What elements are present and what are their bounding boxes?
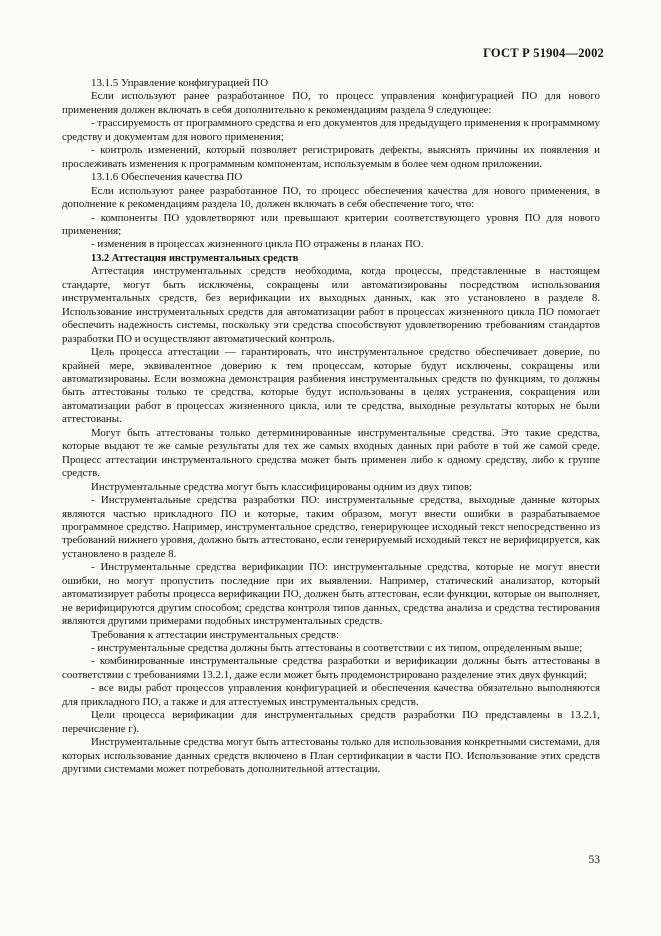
paragraph: Требования к аттестации инструментальных средств: xyxy=(91,628,340,641)
subsection-heading: 13.1.6 Обеспечения качества ПО xyxy=(91,171,243,184)
paragraph: Аттестация инструментальных средств необходима, когда процессы, представленные в настоящем стандарте, могут быть исключены, сокращены или автоматизированы посредством использования инструментальных средств, без верификации их выходных данных, как это установлено в разделе 8. Использование инструментальных средств для автоматизации работ в процессах жизненного цикла ПО помогает обеспечить надежность системы, поскольку эти средства способствуют удовлетворению требованиям стандартов разработки ПО и осуществляют автоматический контроль. xyxy=(62,265,600,345)
list-item: - Инструментальные средства верификации ПО: инструментальные средства, которые не могут внести ошибки, но могут пропустить последние при их выявлении. Например, статический анализатор, который автоматизирует работы процесса верификации ПО, должен быть аттестован, если функции, которые он выполняет, не верифицируются другим способом; средства контроля типов данных, средства анализа и средства тестирования являются другими примерами подобных инструментальных средств. xyxy=(62,561,600,628)
list-item: - комбинированные инструментальные средства разработки и верификации должны быть аттестованы в соответствии с требованиями 13.2.1, даже если может быть продемонстрировано разделение этих двух функций; xyxy=(62,655,600,681)
paragraph: Могут быть аттестованы только детерминированные инструментальные средства. Это такие средства, которые выдают те же самые результаты для тех же самых входных данных при работе в той же самой среде. Процесс аттестации инструментального средства может быть применен либо к одному средству, либо к группе средств. xyxy=(62,426,600,480)
list-item: - все виды работ процессов управления конфигурацией и обеспечения качества обязательно выполняются для прикладного ПО, а также и для аттестуемых инструментальных средств. xyxy=(62,682,600,708)
list-item: - Инструментальные средства разработки ПО: инструментальные средства, выходные данные которых являются частью прикладного ПО и которые, таким образом, могут внести ошибки в разрабатываемое программное средство. Например, инструментальное средство, генерирующее исходный текст непосредственно из требований нижнего уровня, должно быть аттестовано, если генерируемый исходный текст не верифицируется, как установлено в разделе 8. xyxy=(62,494,600,560)
list-item: - трассируемость от программного средства и его документов для предыдущего применения к программному средству и документам для нового применения; xyxy=(62,117,600,143)
paragraph: Если используют ранее разработанное ПО, то процесс обеспечения качества для нового применения, в дополнение к рекомендациям раздела 10, должен включать в себя обеспечение того, что: xyxy=(62,184,600,211)
list-item: - компоненты ПО удовлетворяют или превышают критерии соответствующего уровня ПО для нового применения; xyxy=(62,211,600,237)
paragraph: Цель процесса аттестации — гарантировать, что инструментальное средство обеспечивает доверие, по крайней мере, эквивалентное доверию к тем процессам, которые будут исключены, сокращены или автоматизированы. Если возможна демонстрация разбиения инструментальных средств по функциям, то должны быть аттестованы только те средства, которые будут использованы в целях устранения, сокращения или автоматизации работ в процессах жизненного цикла, или те средства, выходные результаты которых не были аттестованы. xyxy=(62,346,600,426)
list-item: - контроль изменений, который позволяет регистрировать дефекты, выяснять причины их появления и прослеживать изменения к программным компонентам, используемым в более чем одном приложении. xyxy=(62,144,600,170)
document-body xyxy=(62,77,600,777)
page-number: 53 xyxy=(588,854,600,866)
section-heading: 13.2 Аттестация инструментальных средств xyxy=(91,252,299,264)
paragraph: Цели процесса верификации для инструментальных средств разработки ПО представлены в 13.2.1, перечисление г). xyxy=(62,709,600,735)
paragraph: Если используют ранее разработанное ПО, то процесс управления конфигурацией ПО для нового применения должен включать в себя дополнительно к рекомендациям раздела 9 следующее: xyxy=(62,90,600,116)
paragraph: Инструментальные средства могут быть классифицированы одним из двух типов: xyxy=(91,480,473,493)
list-item: - изменения в процессах жизненного цикла ПО отражены в планах ПО. xyxy=(91,238,424,251)
paragraph: Инструментальные средства могут быть аттестованы только для использования конкретными системами, для которых использование данных средств включено в План сертификации в части ПО. Использование этих средств другими системами может потребовать дополнительной аттестации. xyxy=(62,736,600,776)
subsection-heading: 13.1.5 Управление конфигурацией ПО xyxy=(91,77,269,89)
list-item: - инструментальные средства должны быть аттестованы в соответствии с их типом, определенным выше; xyxy=(91,642,583,655)
standard-header: ГОСТ Р 51904—2002 xyxy=(483,46,604,60)
